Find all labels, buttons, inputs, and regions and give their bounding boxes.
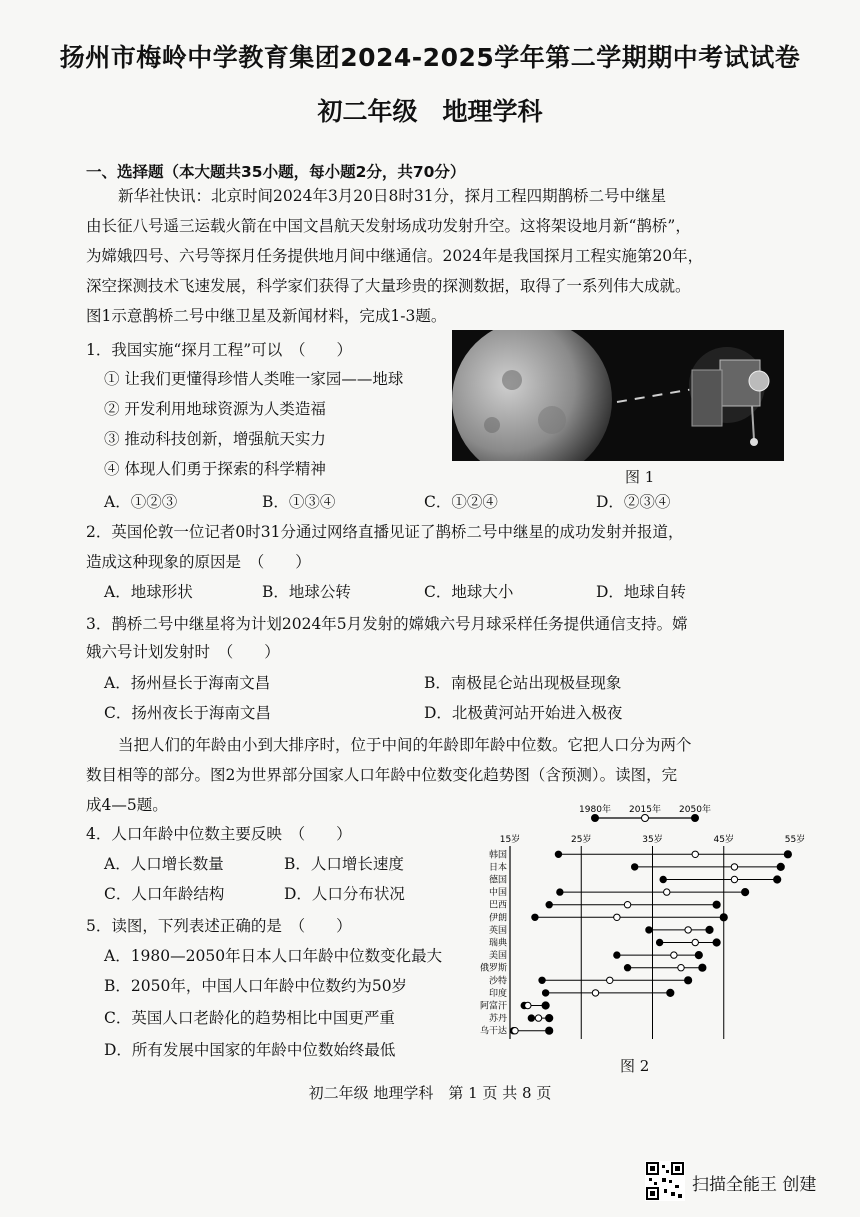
- q5-option-b[interactable]: B．2050年，中国人口年龄中位数约为50岁: [104, 977, 408, 995]
- x-tick-label: 25岁: [571, 835, 592, 845]
- x-tick-label: 15岁: [499, 835, 521, 845]
- category-label: 瑞典: [488, 938, 507, 949]
- category-label: 乌干达: [479, 1026, 507, 1037]
- q2-option-c[interactable]: C．地球大小: [424, 583, 514, 601]
- figure-2-age-median-chart: [470, 800, 810, 1060]
- figure-1-satellite-image: [452, 330, 784, 461]
- data-point: [777, 863, 784, 870]
- data-point: [614, 914, 620, 920]
- data-point: [664, 889, 670, 895]
- q5-option-c[interactable]: C．英国人口老龄化的趋势相比中国更严重: [104, 1009, 395, 1027]
- x-tick-label: 35岁: [642, 835, 663, 845]
- q2-option-a[interactable]: A．地球形状: [104, 583, 193, 601]
- q4-stem: 4．人口年龄中位数主要反映 （ ）: [86, 825, 352, 843]
- data-point: [685, 977, 692, 984]
- data-point: [695, 952, 702, 959]
- q1-option-a[interactable]: A．①②③: [104, 493, 178, 511]
- data-point: [699, 964, 706, 971]
- data-point: [646, 927, 652, 933]
- q3-option-d[interactable]: D．北极黄河站开始进入极夜: [424, 704, 623, 722]
- q1-item: ③ 推动科技创新，增强航天实力: [104, 430, 326, 448]
- figure-1-caption: 图 1: [625, 468, 655, 486]
- exam-subtitle: 初二年级 地理学科: [317, 97, 543, 126]
- category-label: 英国: [488, 925, 507, 936]
- data-point: [631, 864, 637, 870]
- data-point: [555, 851, 561, 857]
- data-point: [542, 990, 548, 996]
- section-title: 一、选择题（本大题共35小题，每小题2分，共70分）: [86, 163, 466, 181]
- data-point: [539, 977, 545, 983]
- category-label: 巴西: [488, 900, 507, 911]
- q2-stem: 造成这种现象的原因是 （ ）: [86, 553, 311, 571]
- q5-option-d[interactable]: D．所有发展中国家的年龄中位数始终最低: [104, 1041, 396, 1059]
- data-point: [546, 902, 552, 908]
- data-point: [614, 952, 620, 958]
- data-point: [731, 864, 737, 870]
- category-label: 俄罗斯: [479, 963, 507, 974]
- legend-marker: [642, 815, 649, 822]
- intro2-line: 成4—5题。: [86, 796, 168, 814]
- data-point: [692, 939, 698, 945]
- q1-option-c[interactable]: C．①②④: [424, 493, 498, 511]
- data-point: [742, 889, 749, 896]
- category-label: 德国: [488, 875, 507, 886]
- q4-option-d[interactable]: D．人口分布状况: [284, 885, 405, 903]
- q4-option-b[interactable]: B．人口增长速度: [284, 855, 404, 873]
- data-point: [678, 965, 684, 971]
- x-tick-label: 45岁: [713, 835, 734, 845]
- legend-marker: [592, 815, 599, 822]
- data-point: [546, 1027, 553, 1034]
- intro1-line: 深空探测技术飞速发展，科学家们获得了大量珍贵的探测数据，取得了一系列伟大成就。: [86, 277, 691, 295]
- q4-option-c[interactable]: C．人口年龄结构: [104, 885, 225, 903]
- q3-stem: 3．鹊桥二号中继星将为计划2024年5月发射的嫦娥六号月球采样任务提供通信支持。嫦: [86, 615, 688, 633]
- category-label: 印度: [488, 988, 507, 999]
- data-point: [525, 1002, 531, 1008]
- category-label: 苏丹: [488, 1014, 507, 1025]
- q1-item: ① 让我们更懂得珍惜人类唯一家园——地球: [104, 370, 404, 388]
- category-label: 中国: [488, 888, 507, 899]
- q3-option-a[interactable]: A．扬州昼长于海南文昌: [104, 674, 271, 692]
- category-label: 沙特: [488, 976, 507, 987]
- q1-option-d[interactable]: D．②③④: [596, 493, 671, 511]
- legend-marker: [692, 815, 699, 822]
- exam-title: 扬州市梅岭中学教育集团2024-2025学年第二学期期中考试试卷: [59, 43, 801, 72]
- qr-code-icon: [645, 1161, 685, 1201]
- data-point: [706, 926, 713, 933]
- intro1-line: 由长征八号遥三运载火箭在中国文昌航天发射场成功发射升空。这将架设地月新“鹊桥”，: [86, 217, 691, 235]
- legend-entry: 2050年: [679, 805, 711, 815]
- data-point: [685, 927, 691, 933]
- q2-option-d[interactable]: D．地球自转: [596, 583, 686, 601]
- data-point: [692, 851, 698, 857]
- scanner-brand: 扫描全能王 创建: [692, 1175, 817, 1195]
- data-point: [528, 1015, 534, 1021]
- intro2-line: 当把人们的年龄由小到大排序时，位于中间的年龄即年龄中位数。它把人口分为两个: [118, 736, 692, 754]
- q5-stem: 5．读图，下列表述正确的是 （ ）: [86, 917, 352, 935]
- data-point: [713, 901, 720, 908]
- category-label: 日本: [488, 862, 507, 873]
- category-label: 伊朗: [488, 913, 507, 924]
- intro1-line: 为嫦娥四号、六号等探月任务提供地月间中继通信。2024年是我国探月工程实施第20年，: [86, 247, 704, 265]
- data-point: [784, 851, 791, 858]
- figure-2-caption: 图 2: [620, 1057, 650, 1075]
- q1-stem: 1．我国实施“探月工程”可以 （ ）: [86, 341, 352, 359]
- intro1-line: 新华社快讯：北京时间2024年3月20日8时31分，探月工程四期鹊桥二号中继星: [118, 187, 667, 205]
- q3-option-b[interactable]: B．南极昆仑站出现极昼现象: [424, 674, 622, 692]
- legend-entry: 2015年: [629, 805, 661, 815]
- q2-option-b[interactable]: B．地球公转: [262, 583, 351, 601]
- data-point: [592, 990, 598, 996]
- data-point: [607, 977, 613, 983]
- data-point: [512, 1028, 518, 1034]
- x-tick-label: 55岁: [784, 835, 806, 845]
- q3-stem: 娥六号计划发射时 （ ）: [86, 643, 280, 661]
- data-point: [774, 876, 781, 883]
- data-point: [535, 1015, 541, 1021]
- intro2-line: 数目相等的部分。图2为世界部分国家人口年龄中位数变化趋势图（含预测）。读图，完: [86, 766, 678, 784]
- data-point: [542, 1002, 549, 1009]
- page-footer: 初二年级 地理学科 第 1 页 共 8 页: [308, 1084, 552, 1102]
- category-label: 美国: [488, 951, 507, 962]
- data-point: [557, 889, 563, 895]
- q4-option-a[interactable]: A．人口增长数量: [104, 855, 224, 873]
- legend-entry: 1980年: [579, 805, 611, 815]
- data-point: [671, 952, 677, 958]
- data-point: [624, 902, 630, 908]
- q2-stem: 2．英国伦敦一位记者0时31分通过网络直播见证了鹊桥二号中继星的成功发射并报道，: [86, 523, 684, 541]
- intro1-line: 图1示意鹊桥二号中继卫星及新闻材料，完成1-3题。: [86, 307, 447, 325]
- q1-option-b[interactable]: B．①③④: [262, 493, 336, 511]
- data-point: [713, 939, 720, 946]
- data-point: [624, 965, 630, 971]
- data-point: [720, 914, 727, 921]
- q1-item: ② 开发利用地球资源为人类造福: [104, 400, 326, 418]
- category-label: 韩国: [488, 850, 507, 861]
- category-label: 阿富汗: [479, 1001, 507, 1012]
- data-point: [656, 939, 662, 945]
- data-point: [532, 914, 538, 920]
- q1-item: ④ 体现人们勇于探索的科学精神: [104, 460, 326, 478]
- q3-option-c[interactable]: C．扬州夜长于海南文昌: [104, 704, 271, 722]
- q5-option-a[interactable]: A．1980—2050年日本人口年龄中位数变化最大: [104, 947, 443, 965]
- data-point: [731, 876, 737, 882]
- data-point: [667, 989, 674, 996]
- data-point: [546, 1015, 553, 1022]
- data-point: [660, 876, 666, 882]
